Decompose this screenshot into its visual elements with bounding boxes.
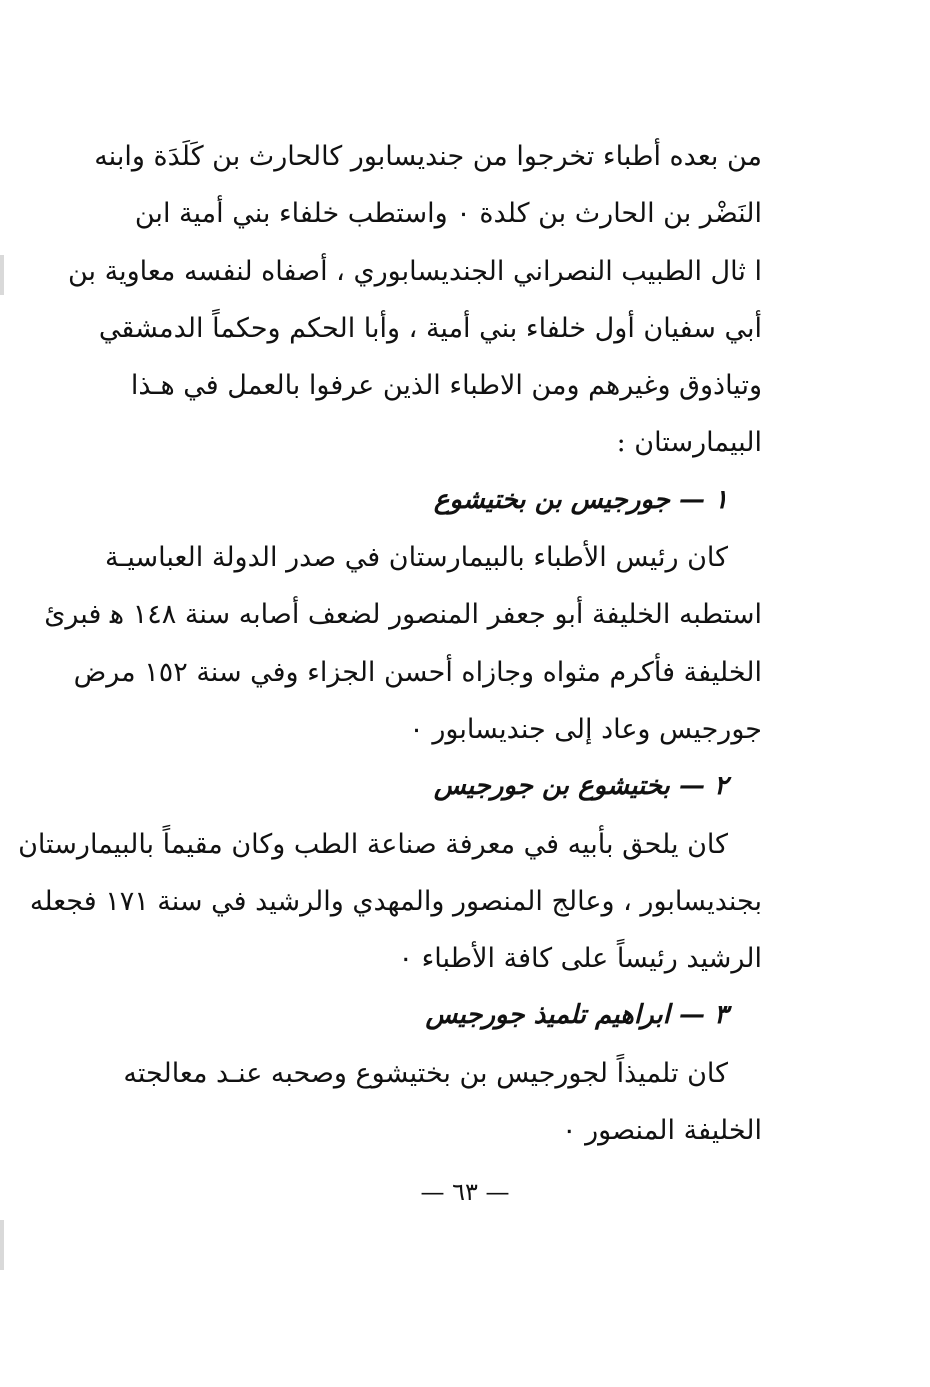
text-line: ا ثال الطبيب النصراني الجنديسابوري ، أصفاه لنفسه معاوية بن bbox=[67, 255, 762, 287]
section-heading: ٢ — بختيشوع بن جورجيس bbox=[433, 771, 728, 802]
text-line: أبي سفيان أول خلفاء بني أمية ، وأبا الحكم وحكماً الدمشقي bbox=[98, 312, 762, 344]
intro-paragraph bbox=[67, 128, 762, 472]
text-line: جورجيس وعاد إلى جنديسابور ٠ bbox=[409, 713, 762, 745]
text-line: وتياذوق وغيرهم ومن الاطباء الذين عرفوا بالعمل في هـذا bbox=[130, 370, 762, 402]
section-1 bbox=[44, 472, 762, 758]
text-line: البيمارستان : bbox=[616, 427, 762, 459]
text-line: استطبه الخليفة أبو جعفر المنصور لضعف أصابه سنة ١٤٨ ﻫ فبرئ bbox=[44, 599, 762, 631]
text-line: كان يلحق بأبيه في معرفة صناعة الطب وكان مقيماً بالبيمارستان bbox=[18, 828, 728, 860]
page-number: — ٦٣ — bbox=[420, 1178, 510, 1206]
section-heading: ٣ — ابراهيم تلميذ جورجيس bbox=[425, 1000, 728, 1031]
text-line: الخليفة المنصور ٠ bbox=[562, 1115, 762, 1147]
scan-edge-mark bbox=[0, 1220, 4, 1270]
section-2 bbox=[18, 758, 762, 987]
text-line: النَضْر بن الحارث بن كلدة ٠ واستطب خلفاء بني أمية ابن bbox=[134, 198, 762, 230]
page-text bbox=[18, 128, 762, 1159]
text-line: الرشيد رئيساً على كافة الأطباء ٠ bbox=[398, 943, 762, 975]
section-heading: ١ — جورجيس بن بختيشوع bbox=[433, 484, 728, 515]
text-line: من بعده أطباء تخرجوا من جنديسابور كالحارث بن كَلَدَة وابنه bbox=[94, 141, 762, 172]
section-3 bbox=[123, 987, 762, 1159]
scan-edge-mark bbox=[0, 255, 4, 295]
text-line: بجنديسابور ، وعالج المنصور والمهدي والرشيد في سنة ١٧١ فجعله bbox=[29, 885, 762, 917]
text-line: الخليفة فأكرم مثواه وجازاه أحسن الجزاء وفي سنة ١٥٢ مرض bbox=[73, 656, 762, 688]
text-line: كان رئيس الأطباء بالبيمارستان في صدر الدولة العباسيـة bbox=[104, 542, 728, 574]
text-line: كان تلميذاً لجورجيس بن بختيشوع وصحبه عنـد معالجته bbox=[123, 1057, 728, 1089]
